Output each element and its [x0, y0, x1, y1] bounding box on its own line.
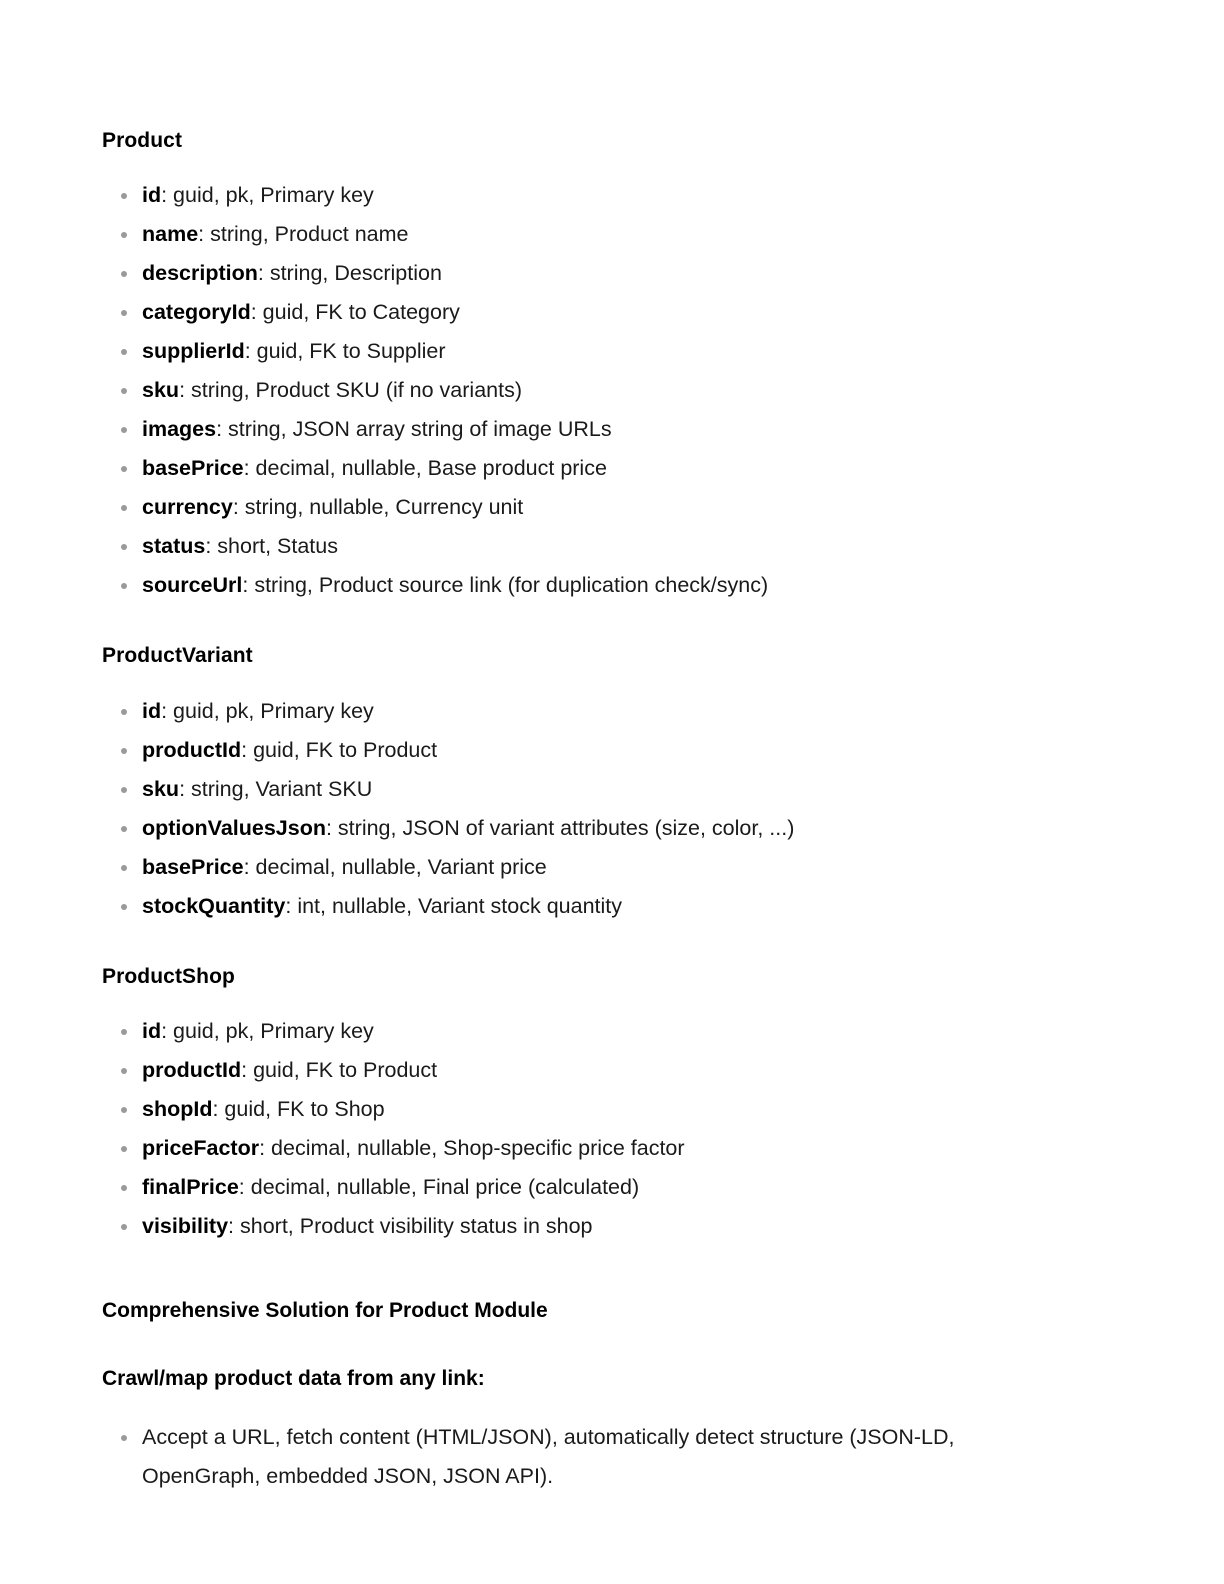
bullet-dot-icon — [121, 466, 127, 472]
field-description: : int, nullable, Variant stock quantity — [285, 893, 622, 918]
field-item — [102, 731, 1122, 770]
bullet-dot-icon — [121, 271, 127, 277]
field-description: : string, JSON array string of image URLs — [216, 417, 612, 442]
field-name: finalPrice — [142, 1174, 239, 1199]
field-description: : string, Variant SKU — [179, 776, 373, 801]
field-description: : string, Product source link (for duplication check/sync) — [242, 573, 769, 598]
bullet-dot-icon — [121, 388, 127, 394]
bullet-dot-icon — [121, 826, 127, 832]
field-name: shopId — [142, 1096, 213, 1121]
bullet-dot-icon — [121, 232, 127, 238]
field-name: id — [142, 183, 162, 208]
section-heading-product-shop: ProductShop — [102, 964, 235, 988]
field-description: : guid, FK to Category — [250, 300, 460, 325]
field-item — [102, 176, 1122, 215]
field-description: : guid, FK to Shop — [212, 1096, 385, 1121]
list-item — [102, 1418, 1122, 1496]
field-name: basePrice — [142, 854, 244, 879]
field-item — [102, 410, 1122, 449]
bullet-dot-icon — [121, 904, 127, 910]
field-item — [102, 848, 1122, 887]
field-name: productId — [142, 737, 242, 762]
field-item — [102, 215, 1122, 254]
field-name: supplierId — [142, 339, 245, 364]
bullet-dot-icon — [121, 193, 127, 199]
bullet-dot-icon — [121, 349, 127, 355]
field-description: : guid, FK to Product — [241, 1057, 438, 1082]
solution-heading: Comprehensive Solution for Product Module — [102, 1298, 548, 1322]
field-item — [102, 1129, 1122, 1168]
field-description: : guid, FK to Supplier — [244, 339, 446, 364]
field-description: : string, Product SKU (if no variants) — [179, 378, 522, 403]
section-comprehensive-solution — [102, 1298, 1122, 1497]
field-description: : guid, pk, Primary key — [161, 698, 374, 723]
bullet-dot-icon — [121, 544, 127, 550]
field-description: : string, Product name — [198, 222, 409, 247]
field-name: stockQuantity — [142, 893, 286, 918]
field-description: : guid, pk, Primary key — [161, 183, 374, 208]
field-name: status — [142, 534, 206, 559]
field-item — [102, 1012, 1122, 1051]
field-name: id — [142, 1018, 162, 1043]
field-description: : string, Description — [257, 261, 442, 286]
field-name: sku — [142, 378, 180, 403]
section-product-shop — [102, 964, 1122, 1246]
field-name: categoryId — [142, 300, 251, 325]
field-description: : decimal, nullable, Base product price — [243, 456, 607, 481]
field-description: : decimal, nullable, Shop-specific price factor — [259, 1135, 685, 1160]
field-item — [102, 1090, 1122, 1129]
section-heading-product: Product — [102, 129, 183, 152]
field-item — [102, 887, 1122, 926]
field-name: description — [142, 261, 258, 286]
section-heading-product-variant: ProductVariant — [102, 644, 253, 668]
bullet-dot-icon — [121, 1224, 127, 1230]
field-name: id — [142, 698, 162, 723]
bullet-dot-icon — [121, 1107, 127, 1113]
field-name: visibility — [142, 1213, 229, 1238]
bullet-dot-icon — [121, 787, 127, 793]
field-name: name — [142, 222, 199, 247]
field-item — [102, 527, 1122, 566]
field-item — [102, 770, 1122, 809]
section-product — [102, 128, 1122, 605]
bullet-dot-icon — [121, 865, 127, 871]
field-item — [102, 254, 1122, 293]
crawl-map-sub-heading: Crawl/map product data from any link: — [102, 1367, 485, 1390]
field-item — [102, 692, 1122, 731]
bullet-dot-icon — [121, 709, 127, 715]
section-product-variant — [102, 643, 1122, 925]
bullet-dot-icon — [121, 1146, 127, 1152]
solution-bullet-list — [102, 1418, 1122, 1496]
field-description: : short, Product visibility status in shop — [228, 1213, 593, 1238]
bullet-dot-icon — [121, 583, 127, 589]
field-description: : string, JSON of variant attributes (size, color, ...) — [325, 815, 795, 840]
field-item — [102, 488, 1122, 527]
field-item — [102, 809, 1122, 848]
field-list-product-variant — [102, 692, 1122, 926]
field-item — [102, 293, 1122, 332]
field-item — [102, 332, 1122, 371]
field-item — [102, 566, 1122, 605]
list-item-text: Accept a URL, fetch content (HTML/JSON), automatically detect structure (JSON-LD, OpenGraph, embedded JSON, JSON API). — [142, 1425, 955, 1489]
bullet-dot-icon — [121, 748, 127, 754]
field-description: : string, nullable, Currency unit — [232, 495, 524, 520]
field-item — [102, 1051, 1122, 1090]
bullet-dot-icon — [121, 1029, 127, 1035]
field-description: : decimal, nullable, Final price (calculated) — [238, 1174, 640, 1199]
field-name: optionValuesJson — [142, 815, 326, 840]
field-item — [102, 371, 1122, 410]
field-name: productId — [142, 1057, 242, 1082]
bullet-dot-icon — [121, 1435, 127, 1441]
bullet-dot-icon — [121, 1185, 127, 1191]
bullet-dot-icon — [121, 427, 127, 433]
field-description: : short, Status — [205, 534, 338, 559]
bullet-dot-icon — [121, 310, 127, 316]
field-name: currency — [142, 495, 233, 520]
field-description: : decimal, nullable, Variant price — [243, 854, 547, 879]
field-description: : guid, FK to Product — [241, 737, 438, 762]
field-name: basePrice — [142, 456, 244, 481]
field-description: : guid, pk, Primary key — [161, 1018, 374, 1043]
field-name: images — [142, 417, 217, 442]
field-name: sourceUrl — [142, 573, 243, 598]
field-item — [102, 449, 1122, 488]
field-item — [102, 1168, 1122, 1207]
field-list-product-shop — [102, 1012, 1122, 1246]
bullet-dot-icon — [121, 1068, 127, 1074]
field-name: priceFactor — [142, 1135, 260, 1160]
field-name: sku — [142, 776, 180, 801]
field-list-product — [102, 176, 1122, 605]
bullet-dot-icon — [121, 505, 127, 511]
field-item — [102, 1207, 1122, 1246]
